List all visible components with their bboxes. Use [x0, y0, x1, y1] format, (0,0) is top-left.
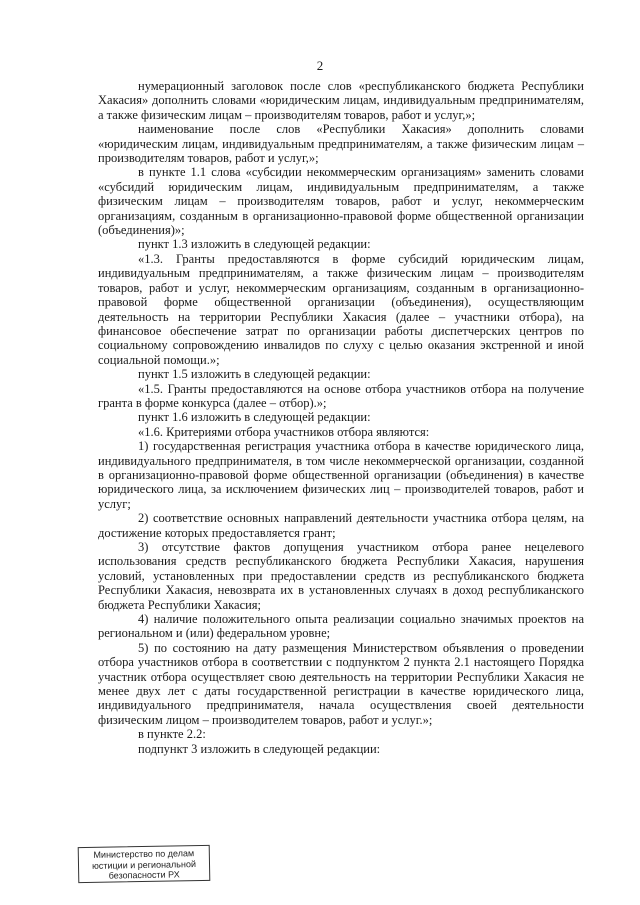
- stamp-line: безопасности РХ: [108, 869, 180, 881]
- paragraph: «1.6. Критериями отбора участников отбора являются:: [138, 424, 430, 439]
- paragraph: подпункт 3 изложить в следующей редакции:: [138, 741, 381, 756]
- paragraph: 2) соответствие основных направлений деятельности участника отбора целям, на достижение которых предоставляется грант;: [98, 511, 584, 540]
- ministry-stamp: [78, 845, 211, 883]
- page-number: 2: [316, 58, 324, 73]
- paragraph: 3) отсутствие фактов допущения участником отбора ранее нецелевого использования средств республиканского бюджета Республики Хакасия, нарушения условий, установленных при предоставлении средств из республиканского бюджета Республики Хакасия, невозврата их в установленных случаях в доход республиканского бюджета Республики Хакасия;: [98, 540, 584, 612]
- stamp-line: юстиции и региональной: [91, 858, 197, 871]
- paragraph: нумерационный заголовок после слов «республиканского бюджета Республики Хакасия» дополнить словами «юридическим лицам, индивидуальным предпринимателям, а также физическим лицам – производителям товаров, работ и услуг,»;: [98, 79, 584, 122]
- paragraph: наименование после слов «Республики Хакасия» дополнить словами «юридическим лицам, индивидуальным предпринимателям, а также физическим лицам – производителям товаров, работ и услуг,»;: [98, 122, 584, 166]
- paragraph: «1.3. Гранты предоставляются в форме субсидий юридическим лицам, индивидуальным предпринимателям, а также физическим лицам – производителям товаров, работ и услуг, некоммерческим организациям, созданным в организационно-правовой форме общественной организации (объединения), осуществляющим деятельность на территории Республики Хакасия (далее – участники отбора), на финансовое обеспечение затрат по организации работы диспетчерских центров по социальному сопровождению инвалидов по слуху с целью оказания экстренной и иной социальной помощи.»;: [98, 251, 584, 367]
- paragraph: «1.5. Гранты предоставляются на основе отбора участников отбора на получение гранта в форме конкурса (далее – отбор).»;: [98, 381, 584, 410]
- document-body: [98, 79, 584, 756]
- paragraph: в пункте 1.1 слова «субсидии некоммерческим организациям» заменить словами «субсидий юридическим лицам, индивидуальным предпринимателям, а также физическим лицам – производителям товаров, работ и услуг, некоммерческим организациям, созданным в организационно-правовой форме общественной организации (объединения)»;: [98, 165, 584, 238]
- paragraph: 5) по состоянию на дату размещения Министерством объявления о проведении отбора участников отбора в соответствии с подпунктом 2 пункта 2.1 настоящего Порядка участник отбора осуществляет свою деятельность на территории Республики Хакасия не менее двух лет с даты государственной регистрации в качестве юридического лица, индивидуального предпринимателя, начала осуществления своей деятельности физическим лицом – производителем товаров, работ и услуг.»;: [98, 640, 584, 727]
- paragraph: пункт 1.5 изложить в следующей редакции:: [138, 367, 371, 382]
- paragraph: 1) государственная регистрация участника отбора в качестве юридического лица, индивидуального предпринимателя, в том числе некоммерческой организации, созданной в организационно-правовой форме общественной организации (объединения) в качестве юридического лица, за исключением физических лиц – производителей товаров, работ и услуг;: [98, 439, 584, 511]
- stamp-line: Министерство по делам: [93, 848, 195, 860]
- paragraph: пункт 1.6 изложить в следующей редакции:: [138, 410, 371, 425]
- paragraph: в пункте 2.2:: [138, 727, 206, 742]
- paragraph: 4) наличие положительного опыта реализации социально значимых проектов на региональном и (или) федеральном уровне;: [98, 612, 584, 641]
- paragraph: пункт 1.3 изложить в следующей редакции:: [138, 237, 371, 252]
